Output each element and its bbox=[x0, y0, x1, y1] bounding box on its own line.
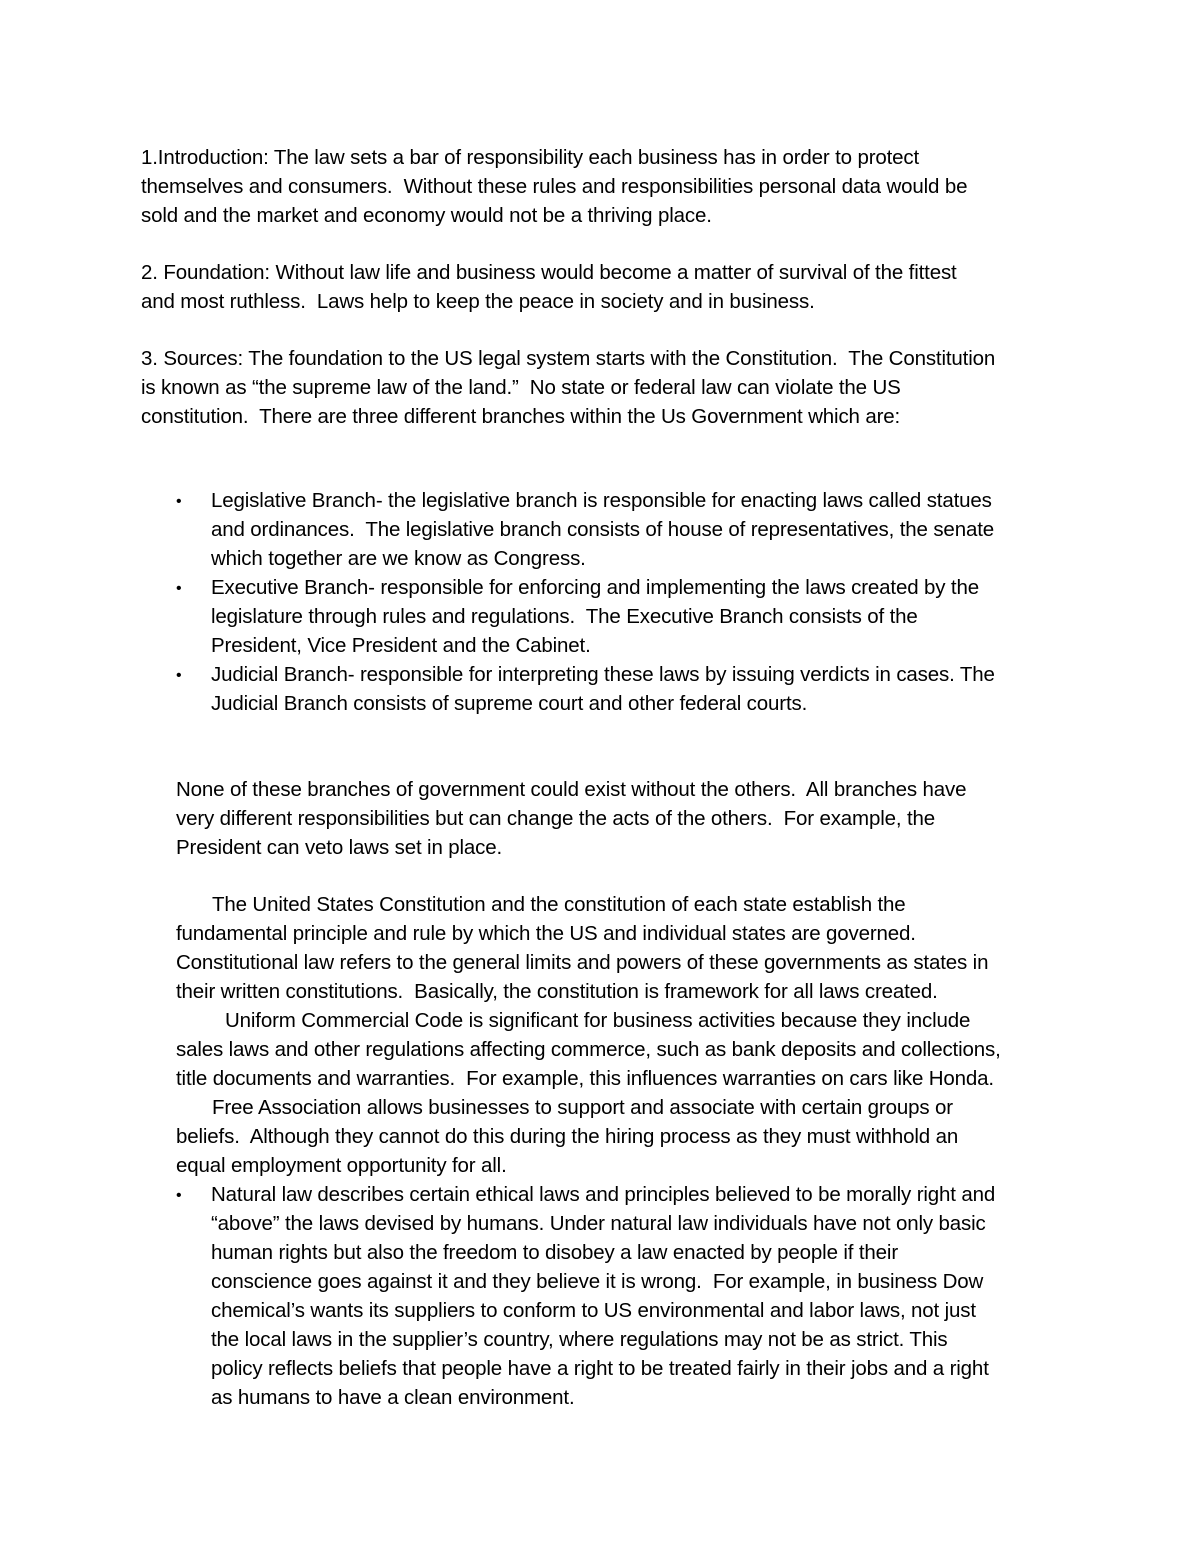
text-line: The United States Constitution and the constitution of each state establish the bbox=[212, 893, 906, 916]
text-line: conscience goes against it and they believe it is wrong. For example, in business Dow bbox=[211, 1270, 984, 1293]
text-line: the local laws in the supplier’s country, where regulations may not be as strict. This bbox=[211, 1328, 948, 1351]
text-line: themselves and consumers. Without these rules and responsibilities personal data would be bbox=[141, 175, 968, 198]
text-line: Natural law describes certain ethical laws and principles believed to be morally right and bbox=[211, 1183, 996, 1206]
text-line: and ordinances. The legislative branch consists of house of representatives, the senate bbox=[211, 518, 994, 541]
text-line: Uniform Commercial Code is significant for business activities because they include bbox=[225, 1009, 971, 1032]
text-line: sales laws and other regulations affecting commerce, such as bank deposits and collections, bbox=[176, 1038, 1001, 1061]
text-line: Constitutional law refers to the general limits and powers of these governments as states in bbox=[176, 951, 989, 974]
text-line: 3. Sources: The foundation to the US legal system starts with the Constitution. The Constitution bbox=[141, 347, 996, 370]
text-line: President can veto laws set in place. bbox=[176, 836, 503, 859]
bullet-icon: • bbox=[176, 1187, 182, 1204]
text-line: Judicial Branch- responsible for interpreting these laws by issuing verdicts in cases. The bbox=[211, 663, 995, 686]
text-line: beliefs. Although they cannot do this during the hiring process as they must withhold an bbox=[176, 1125, 959, 1148]
text-line: Free Association allows businesses to support and associate with certain groups or bbox=[212, 1096, 953, 1119]
text-line: which together are we know as Congress. bbox=[211, 547, 586, 570]
text-line: is known as “the supreme law of the land.” No state or federal law can violate the US bbox=[141, 376, 901, 399]
text-line: very different responsibilities but can change the acts of the others. For example, the bbox=[176, 807, 936, 830]
text-line: fundamental principle and rule by which the US and individual states are governed. bbox=[176, 922, 916, 945]
text-line: human rights but also the freedom to disobey a law enacted by people if their bbox=[211, 1241, 899, 1264]
text-line: Legislative Branch- the legislative branch is responsible for enacting laws called statues bbox=[211, 489, 992, 512]
text-line: sold and the market and economy would not be a thriving place. bbox=[141, 204, 712, 227]
text-line: their written constitutions. Basically, the constitution is framework for all laws created. bbox=[176, 980, 938, 1003]
text-line: policy reflects beliefs that people have a right to be treated fairly in their jobs and a right bbox=[211, 1357, 989, 1380]
text-line: and most ruthless. Laws help to keep the peace in society and in business. bbox=[141, 290, 815, 313]
text-line: “above” the laws devised by humans. Under natural law individuals have not only basic bbox=[211, 1212, 986, 1235]
text-line: None of these branches of government could exist without the others. All branches have bbox=[176, 778, 967, 801]
bullet-icon: • bbox=[176, 667, 182, 684]
bullet-icon: • bbox=[176, 493, 182, 510]
text-line: President, Vice President and the Cabinet. bbox=[211, 634, 591, 657]
text-line: equal employment opportunity for all. bbox=[176, 1154, 507, 1177]
text-line: as humans to have a clean environment. bbox=[211, 1386, 575, 1409]
text-line: Judicial Branch consists of supreme court and other federal courts. bbox=[211, 692, 808, 715]
text-line: 1.Introduction: The law sets a bar of responsibility each business has in order to protect bbox=[141, 146, 920, 169]
text-line: constitution. There are three different branches within the Us Government which are: bbox=[141, 405, 901, 428]
text-line: legislature through rules and regulations. The Executive Branch consists of the bbox=[211, 605, 918, 628]
bullet-icon: • bbox=[176, 580, 182, 597]
text-line: title documents and warranties. For example, this influences warranties on cars like Honda. bbox=[176, 1067, 994, 1090]
text-line: Executive Branch- responsible for enforcing and implementing the laws created by the bbox=[211, 576, 979, 599]
text-line: 2. Foundation: Without law life and business would become a matter of survival of the fittest bbox=[141, 261, 957, 284]
text-line: chemical’s wants its suppliers to conform to US environmental and labor laws, not just bbox=[211, 1299, 976, 1322]
